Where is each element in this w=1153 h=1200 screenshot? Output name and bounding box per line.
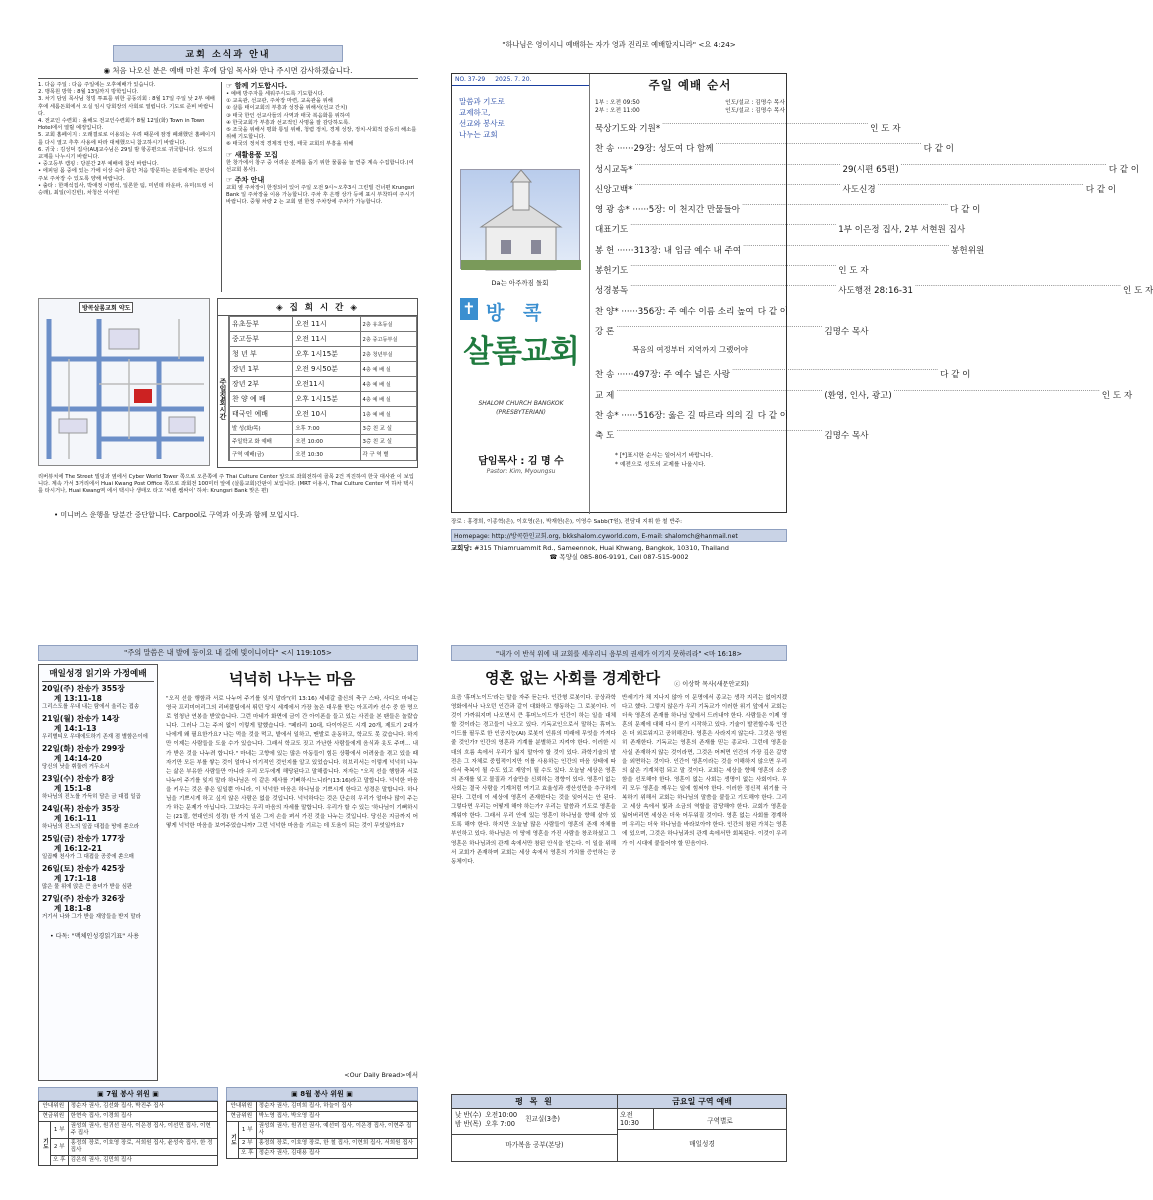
schedule-group: 장년 1부 — [230, 362, 293, 377]
supply-title: 새활용품 모집 — [234, 150, 278, 159]
reading-note: • 다독: "맥체인성경읽기표" 사용 — [50, 933, 140, 940]
schedule-title-text: 집 회 시 간 — [289, 303, 346, 313]
prayer-item: ① 교육관, 선교관, 주차장 마련, 교육관을 위해 — [226, 98, 333, 105]
duty-members: 홍정희 장로, 이호영 장로, 한 철 집사, 이현희 집사, 서희원 집사 — [256, 1139, 417, 1149]
order-detail: 29(시편 65편) — [842, 164, 899, 175]
schedule-group: 장년 2부 — [230, 377, 293, 392]
welcome-line — [38, 65, 418, 79]
reading-date-hymn: 26일(토) 찬송가 425장 — [42, 864, 125, 873]
schedule-row — [230, 407, 417, 422]
duty-row — [39, 1156, 218, 1166]
order-item: 신앙고백* — [595, 184, 633, 195]
service-time-2: 2부 : 오전 11:00 — [595, 108, 640, 114]
duty-members: 권성희 권사, 원귀선 권사, 이은경 집사, 이선민 집사, 이현주 집사 — [68, 1122, 217, 1139]
reading-date-hymn: 21일(월) 찬송가 14장 — [42, 714, 120, 723]
order-detail: 사도신경 — [842, 184, 876, 195]
prayer-item: • 예배 방주자를 세워주시도록 기도합시다. — [226, 91, 325, 97]
prayer-section — [222, 82, 418, 292]
schedule-row — [230, 448, 417, 461]
order-title: 주일 예배 순서 — [648, 78, 732, 92]
duty-role: 현금위원 — [227, 1112, 257, 1122]
schedule-time: 오후 1시15분 — [293, 392, 360, 407]
order-detail: 사도행전 28:16-31 — [838, 286, 913, 297]
duty-july-table — [38, 1101, 218, 1166]
order-item: 교 제 — [595, 390, 615, 401]
location-text: 리버뷰치에 The Street 빌딩과 옆에서 Cyber World Tower 쪽으로 오른쪽에 주 Thai Culture Center 앞으로 좌회전하여 골목 2건 직진하여 한국 대사관 이 보입니다. 계속 가서 3거리에서 Huai Kwang Post Office 쪽으로 좌회전 100미터 앞에 (살롬교회)간판이 보입니다. (MRT 이용시, Thai Culture Center 역 하차 택시를 타시거나, Huai Kwang역 에서 택시나 생태오 타고 '씨렌 쌤싸이' 하차: Krungsri Bank 맞은 편) — [38, 474, 414, 495]
order-person: 다 같 이 — [923, 144, 954, 155]
address-label: 교회당: — [451, 544, 473, 552]
bullet-icon: ◉ — [103, 66, 113, 75]
service-leader-1: 인도/설교 : 김명수 목사 — [725, 100, 785, 106]
church-map — [38, 298, 210, 466]
schedule-group: 청 년 부 — [230, 347, 293, 362]
order-item: 성시교독* — [595, 164, 633, 175]
duty-members: 한현숙 집사, 이경희 집사 — [68, 1112, 217, 1122]
order-person: 1부 이은정 집사, 2부 서현원 집사 — [838, 225, 966, 236]
duty-role: 현금위원 — [39, 1112, 69, 1122]
dot-leader — [743, 239, 949, 255]
dot-leader — [732, 363, 938, 379]
cell-time: 오전 10:30 — [618, 1109, 654, 1129]
dot-leader — [630, 279, 836, 295]
cover-verse: "하나님은 영이시니 예배하는 자가 영과 진리로 예배할지니라" <요 4:24> — [502, 40, 736, 49]
fellowship-time: 오후 7:00 — [485, 1119, 516, 1128]
order-person: 다 같 이 — [757, 410, 789, 421]
news-item: • 중고등부 캠핑 : 당분간 2부 예배에 참석 바랍니다. — [38, 161, 159, 168]
cell-title: 금요일 구역 예배 — [618, 1095, 786, 1109]
schedule-row — [230, 362, 417, 377]
elders-line: 장로 : 홍경희, 이종혁(은), 이호영(은), 박재헌(은), 이영수 Sabb(T원), 전담대 지휘 한 철 반주: — [451, 519, 683, 525]
duty-side-label: 기도 — [227, 1122, 239, 1159]
reading-date-hymn: 20일(주) 찬송가 355장 — [42, 684, 125, 693]
order-row — [595, 198, 981, 218]
news-item: 4. 전교인 수련회 : 올해도 전교인수련회가 8월 12일(화) Town in Town Hotel에서 열릴 예정입니다. — [38, 118, 205, 132]
photo-caption: Da는 아주까짐 돌회 — [491, 279, 549, 287]
dot-leader — [616, 384, 822, 400]
schedule-time: 오전 9시50분 — [293, 362, 360, 377]
duty-row — [39, 1139, 218, 1156]
worship-order-page — [451, 36, 1153, 571]
dot-leader — [635, 178, 841, 194]
duty-role: 오 후 — [239, 1149, 257, 1159]
finger-icon: ☞ — [226, 150, 235, 159]
schedule-place: 4층 예 배 실 — [360, 362, 416, 377]
order-row — [595, 178, 1117, 198]
duty-role: 2 부 — [51, 1139, 69, 1156]
essay-source: <Our Daily Bread>에서 — [344, 1071, 418, 1079]
column-right: 반세기가 채 지나지 않아 이 문명에서 종교는 생각 지리는 없어지겠다고 했다. 그렇지 않은가 우리 기독교가 이러한 위기 앞에서 교회는 더욱 영혼의 존재를 하나님 앞에서 드러내야 한다. 사람들은 이제 영혼의 문제에 대해 다시 묻기 시작하고 있다. 기술이 발전할수록 인간은 더 외로워지고 공허해진다. 영혼은 사라지지 않는다. 그것은 영원히 존재한다. 기독교는 영혼의 존재를 믿는 종교다. 그런데 영혼을 사실 존재하지 않는 것이라면, 그것은 어쩌면 인간의 가장 깊은 갈망을 외면하는 것이다. 인간이 영혼이라는 것을 이해하지 않으면 우리의 삶은 기계처럼 되고 말 것이다. 교회는 세상을 향해 영혼의 소중함을 선포해야 한다. 영혼이 없는 사회는 생명이 없는 사회이다. 우리 모두 영혼을 깨우는 일에 힘써야 한다. 이러한 정신적 위기를 극복하기 위해서 교회는 하나님의 말씀을 붙들고 기도해야 한다. 그리고 세상 속에서 빛과 소금의 역할을 감당해야 한다. 교회가 영혼을 잃어버리면 세상은 더욱 어두워질 것이다. 영혼 없는 사회를 경계하며 우리는 더욱 하나님을 바라보아야 한다. 인간의 참된 가치는 영혼에 있으며, 그것은 하나님과의 관계 속에서만 회복된다. 이것이 우리가 이 시대에 붙들어야 할 믿음이다. — [622, 695, 787, 847]
church-building-icon — [461, 170, 581, 270]
page4-verse: "내가 이 반석 위에 내 교회를 세우리니 음부의 권세가 이기지 못하리라" <마 16:18> — [451, 645, 787, 661]
church-news-page — [38, 40, 418, 570]
duty-row — [39, 1122, 218, 1139]
order-item: 묵상기도와 기원* — [595, 124, 661, 134]
reading-passage: 계 16:1-11 — [54, 814, 97, 823]
reading-theme: 많은 물 위에 앉은 큰 음녀가 받을 심판 — [42, 884, 133, 890]
phone-line: ☎ 목양실 085-806-9191, Cell 087-515-9002 — [549, 553, 689, 561]
news-item: • 에피덤 몸 중에 있는 가에 이상 숙아 몸만 처음 방문하는 분들에게는 본당이 주보 주차장 수 있도록 양해 바랍니다. — [38, 168, 215, 182]
service-time-1: 1부 : 오전 09:50 — [595, 100, 640, 106]
order-row — [595, 158, 1140, 178]
prayer-title: 함께 기도합시다. — [234, 82, 288, 90]
column-page — [451, 645, 787, 1195]
duty-row — [39, 1102, 218, 1112]
news-item: • 출타 : 한재석집사, 박애정 이병석, 일론한 팀, 미빈데 라운파, 유미(트렁 이승래), 최일(이진빈), 차청산 이아빈 — [38, 182, 214, 197]
motto-line: 교제하고, — [459, 108, 491, 117]
motto-line: 나누는 교회 — [459, 130, 498, 139]
map-roads — [39, 299, 209, 465]
duty-july-title: ▣ 7월 봉사 위원 ▣ — [38, 1087, 218, 1101]
schedule-row — [230, 377, 417, 392]
reading-theme: 그리스도를 우내 내는 탐에서 울리는 접송 — [42, 704, 140, 710]
order-row — [595, 218, 966, 238]
news-list — [38, 82, 222, 292]
prayer-item: ⑤ 조국을 위해서 평화 통일 위해, 청렴 정치, 경제 성장, 정치·사회적 갈등의 해소를 위해 기도합니다. — [226, 127, 417, 141]
order-row — [595, 300, 789, 320]
duty-members: 정순자 권사, 김선화 집사, 박진주 집사 — [68, 1102, 217, 1112]
order-list — [595, 117, 1153, 340]
fellowship-study: 마가복음 공부(본당) — [452, 1134, 617, 1149]
duty-row — [39, 1112, 218, 1122]
duty-row — [227, 1102, 418, 1112]
motto-line: 말씀과 기도로 — [459, 97, 505, 106]
page3-verse: "주의 말씀은 내 발에 등이요 내 길에 빛이니이다" <시 119:105> — [38, 645, 418, 661]
fellowship-title: 평 목 원 — [452, 1095, 617, 1109]
order-person: 인 도 자 — [1122, 286, 1153, 297]
finger-icon: ☞ — [226, 82, 235, 90]
order-person: 인 도 자 — [1101, 390, 1133, 401]
schedule-row — [230, 392, 417, 407]
duty-role: 1 부 — [239, 1122, 257, 1139]
order-row — [595, 363, 971, 383]
order-person: 다 같 이 — [757, 306, 789, 317]
schedule-box — [217, 298, 418, 468]
supply-text: 한 창가에서 창구 중 어려운 분께를 돕기 위한 물품을 늘 연중 계속 수집합니다.(여선교회 봉사). — [226, 159, 414, 173]
reading-day — [42, 804, 154, 831]
duty-august — [226, 1087, 418, 1166]
pastor-label: 담임목사 : 김 명 수 — [478, 456, 564, 467]
map-label: 방콕살롬교회 약도 — [79, 302, 133, 313]
order-item: 찬 송 ······497장: 주 예수 넓은 사랑 — [595, 370, 731, 381]
fellowship-day: 밤 반(목) — [455, 1119, 482, 1128]
duty-members: 정순자 권사, 김대용 집사 — [256, 1149, 417, 1159]
duty-row — [227, 1122, 418, 1139]
pastor-english: Pastor: Kim, Myoungsu — [486, 468, 556, 475]
duty-row — [227, 1112, 418, 1122]
order-row — [595, 384, 1133, 404]
reading-passage: 계 17:1-18 — [54, 874, 97, 883]
reading-theme: 당신의 낫을 휘둘러 거두소서 — [42, 764, 110, 770]
order-row — [595, 239, 985, 259]
reading-day — [42, 894, 154, 921]
schedule-row — [230, 332, 417, 347]
reading-day — [42, 864, 154, 891]
reading-title: 매일성경 읽기와 가정예배 — [42, 667, 154, 682]
duty-row — [227, 1149, 418, 1159]
duty-members: 김은희 권사, 김민희 집사 — [68, 1156, 217, 1166]
duty-members: 박노영 집사, 박오영 집사 — [256, 1112, 417, 1122]
schedule-place: 3층 친 교 실 — [360, 435, 416, 448]
reading-theme: 일곱째 천사가 그 대접을 공중에 쏟으매 — [42, 854, 134, 860]
service-leader-2: 인도/설교 : 김명수 목사 — [725, 108, 785, 114]
reading-date-hymn: 22일(화) 찬송가 299장 — [42, 744, 125, 753]
reading-day — [42, 834, 154, 861]
dot-leader — [716, 137, 922, 153]
dot-leader — [742, 198, 948, 214]
cell-label: 구역별로 — [707, 1117, 733, 1125]
order-item: 성경봉독 — [595, 286, 629, 297]
schedule-group: 찬 양 예 배 — [230, 392, 293, 407]
order-row — [595, 320, 869, 340]
order-item: 영 광 송* ······5장: 이 천지간 만물들아 — [595, 205, 741, 216]
dot-leader — [616, 320, 822, 336]
reading-passage: 계 14:1-13 — [54, 724, 97, 733]
order-person: 인 도 자 — [870, 124, 901, 134]
duty-row — [227, 1139, 418, 1149]
order-person: 다 같 이 — [1108, 164, 1140, 175]
column-title: 영혼 없는 사회를 경계한다 — [485, 669, 661, 687]
reading-passage: 계 15:1-8 — [54, 784, 92, 793]
finger-icon: ☞ — [226, 176, 235, 185]
issue-date: 2025. 7. 20. — [495, 76, 532, 83]
duty-role: 2 부 — [239, 1139, 257, 1149]
duty-aug-title-text: 8월 봉사 위원 — [300, 1090, 344, 1098]
schedule-title: ◈ 집 회 시 간 ◈ — [218, 299, 417, 316]
reading-day — [42, 684, 154, 711]
reading-day — [42, 744, 154, 771]
schedule-row — [230, 317, 417, 332]
schedule-time: 오전 10:30 — [293, 448, 360, 461]
prayer-item: ④ 한국교회가 부흥과 선교적인 사명을 잘 감당하도록. — [226, 119, 350, 126]
duty-role: 1 부 — [51, 1122, 69, 1139]
schedule-group: 유초등부 — [230, 317, 293, 332]
order-item: 찬 양* ······356장: 주 예수 이름 소리 높여 — [595, 306, 754, 317]
schedule-place: 2층 유초등실 — [360, 317, 416, 332]
reading-passage: 계 14:14-20 — [54, 754, 102, 763]
reading-date-hymn: 25일(금) 찬송가 177장 — [42, 834, 125, 843]
fellowship-time: 오전10:00 — [485, 1111, 518, 1119]
reading-date-hymn: 23일(수) 찬송가 8장 — [42, 774, 115, 783]
reading-passage: 계 18:1-8 — [54, 904, 92, 913]
welcome-text: 처음 나오신 분은 예배 마친 후에 담임 목사와 만나 주시면 감사하겠습니다. — [112, 66, 353, 75]
sermon-title: 복음의 여정부터 지역까지 그랬어야 — [632, 345, 748, 355]
church-photo — [460, 169, 580, 269]
news-header: 교회 소식과 안내 — [113, 45, 343, 62]
order-row — [595, 279, 1153, 299]
news-item: 5. 교회 홈페이지 : 오래결로로 이용되는 우려 때문에 잠정 폐쇄했던 홈페이지를 다시 열고 추후 사용에 따라 대체했으니 참고하시기 바랍니다. — [38, 132, 216, 146]
schedule-place: 4층 예 배 실 — [360, 377, 416, 392]
author-text: 이상학 목사(새문안교회) — [682, 681, 749, 688]
schedule-place: 4층 예 배 실 — [360, 392, 416, 407]
prayer-item: ② 살롬 태이교회의 부흥과 성장을 위해서(선교 간치) — [226, 105, 348, 112]
news-item: 1. 다음 주일 : 다음 주일에는 오후예배가 있습니다. — [38, 82, 156, 88]
cover-right — [595, 74, 1153, 514]
motto-line: 선교와 봉사로 — [459, 119, 505, 128]
duty-role: 안내위원 — [39, 1102, 69, 1112]
reading-passage: 계 16:12-21 — [54, 844, 102, 853]
order-list-2 — [595, 363, 1133, 444]
schedule-time: 오전 10:00 — [293, 435, 360, 448]
dot-leader — [894, 384, 1100, 400]
dot-leader — [901, 158, 1107, 174]
dot-leader — [915, 279, 1121, 295]
dot-leader — [662, 117, 868, 133]
dot-leader — [630, 218, 836, 234]
order-person: 봉헌위원 — [951, 245, 985, 256]
reading-day — [42, 714, 154, 741]
schedule-time: 오후 7:00 — [293, 422, 360, 435]
column-author: ⓒ 이상학 목사(새문안교회) — [674, 681, 749, 688]
church-motto — [452, 86, 589, 140]
order-note: * 예전으로 성도의 교제를 나웁시다. — [615, 462, 706, 469]
order-item: 강 론 — [595, 326, 615, 337]
order-row — [595, 404, 789, 424]
duty-aug-table — [226, 1101, 418, 1159]
reading-theme: 하나님의 진노를 가득히 담은 금 대접 일곱 — [42, 794, 141, 800]
order-person: 김명수 목사 — [824, 326, 869, 337]
english-name: SHALOM CHURCH BANGKOK (PRESBYTERIAN) — [478, 400, 564, 416]
fellowship-day: 낮 반(수) — [455, 1111, 482, 1119]
schedule-place: 1층 예 배 실 — [360, 407, 416, 422]
schedule-row — [230, 435, 417, 448]
duty-members: 홍정희 장로, 이호영 장로, 서희원 집사, 윤성숙 집사, 한 정 집사 — [68, 1139, 217, 1156]
schedule-group: 태국인 예배 — [230, 407, 293, 422]
order-item: 찬 송 ······29장: 성도여 다 함께 — [595, 144, 714, 155]
prayer-item: ③ 태국 한인 선교사들의 사역과 태국 복음화를 위하여 — [226, 112, 350, 119]
schedule-group: 발 성(화/목) — [230, 422, 293, 435]
news-item: 6. 귀국 : 김성덕 집사(AUJ교수님은 29일 밤 항공편으로 귀국합니다. 성도의 교제를 나누시기 바랍니다. — [38, 146, 213, 161]
news-item: 2. 맹목원 방학 : 8월 13일까지 방학입니다. — [38, 89, 139, 96]
reading-day — [42, 774, 154, 801]
reading-theme: 거기서 나와 그가 받을 재앙들을 받지 말라 — [42, 914, 141, 920]
schedule-side: 주일집회시간 — [218, 316, 229, 461]
essay — [158, 664, 418, 1081]
schedule-time: 오전 11시 — [293, 317, 360, 332]
order-person: 인 도 자 — [838, 266, 869, 277]
logo-line-2: 살롬교회 — [463, 334, 579, 370]
news-item: 3. 차기 담임 목사님 청빙 투표를 위한 공동의회 : 8월 17일 주일 낮 2부 예배 후에 세롬돈회에서 오실 임시 당회장의 사회로 열립니다. 기도로 준비 바랍니다. — [38, 96, 215, 117]
order-item: 축 도 — [595, 431, 615, 442]
order-person: 다 같 이 — [1085, 184, 1117, 195]
order-row — [595, 259, 869, 279]
order-item: 봉헌기도 — [595, 266, 629, 277]
cover-left — [452, 74, 590, 514]
order-item: 봉 헌 ······313장: 내 임금 예수 내 주여 — [595, 245, 742, 256]
schedule-place: 2층 중고등부실 — [360, 332, 416, 347]
parking-title: 주차 안내 — [234, 176, 265, 185]
reading-list — [42, 684, 154, 921]
dot-leader — [630, 259, 836, 275]
schedule-table — [229, 316, 417, 461]
reading-date-hymn: 27일(주) 찬송가 326장 — [42, 894, 125, 903]
schedule-place: 2층 청년부실 — [360, 347, 416, 362]
schedule-row — [230, 347, 417, 362]
order-row — [595, 117, 901, 137]
dot-leader — [635, 158, 841, 174]
reading-theme: 우리별티오 우대에도하기 존재 점 별함은이에 — [42, 734, 148, 740]
column-left: 요즘 '휴머노이드'라는 말을 자주 듣는다. 인간형 로봇이다. 공상과학 영화에서나 나오던 인간과 같이 대화하고 행동하는 그 로봇이다. 이것이 가까워지며 나오면서 큰 휴머노이드가 인간이 하는 일을 대체할 것이라는 경고들이 나오고 있다. 기독교인으로서 말하는 휴머노이드를 필두로 한 인공지능(AI) 로봇이 인류의 미래에 무엇을 가져다 줄 것인가? 인간의 영혼과 기계를 분별하고 지켜야 한다. 이러한 시대의 흐름 속에서 우리가 잃지 말아야 할 것이 있다. 과학기술의 발전은 그 자체로 중립적이지만 이를 사용하는 인간의 마음 상태에 따라서 축복이 될 수도 있고 재앙이 될 수도 있다. 오늘날 세상은 영혼의 존재를 잊고 물질과 기술만을 신뢰하는 경향이 있다. 영혼이 없는 사회는 결국 사람을 기계처럼 여기고 효율성과 생산성만을 추구하게 된다. 그런데 이 세상에 영혼이 존재한다는 것을 잊어서는 안 된다. 그렇다면 우리는 어떻게 해야 하는가? 우리는 말씀과 기도로 영혼을 깨워야 한다. 그래서 우리 안에 있는 영혼이 하나님을 향해 살아 있도록 해야 한다. 하지만 오늘날 많은 사람들이 영혼의 존재 자체를 부인하고 있다. 하나님은 이 땅에 영혼을 가진 사람을 창조하셨고 그 영혼은 하나님과의 관계 속에서만 참된 안식을 얻는다. 이 일을 위해서 교회가 존재하며 교회는 세상 속에서 영혼의 가치를 증언하는 공동체이다. — [451, 695, 616, 865]
parking-text: 교회 옆 주차장이 한정되어 있어 주일 오전 9시~오후3시 그린빌 건너편 Krungsri Bank 일 주차장을 이용 가능합니다. 주차 후 은행 상가 등에 표시 부착하여 주시기 바랍니다. 중형 차량 2 는 교회 옆 한정 주차장에 주차가 가능합니다. — [226, 185, 415, 206]
order-person: 다 같 이 — [950, 205, 981, 216]
order-item: 대표기도 — [595, 225, 629, 236]
church-logo — [458, 296, 584, 376]
fellowship-box — [452, 1095, 618, 1161]
schedule-place: 3층 친 교 실 — [360, 422, 416, 435]
order-row — [595, 137, 954, 157]
duty-members: 권성희 권사, 원귀선 권사, 예선미 집사, 이은경 집사, 이현주 집사 — [256, 1122, 417, 1139]
minibus-note: • 미니버스 운행을 당분간 중단합니다. Carpool로 구역과 이웃과 함께 모입시다. — [54, 510, 299, 519]
schedule-time: 오전 10시 — [293, 407, 360, 422]
schedule-group: 구역 예배(금) — [230, 448, 293, 461]
dot-leader — [616, 424, 822, 440]
address-text: #315 Thiamruammit Rd., Sameennok, Huai Khwang, Bangkok, 10310, Thailand — [474, 544, 729, 552]
schedule-group: 주일학교 화 예배 — [230, 435, 293, 448]
cross-icon: ✝ — [460, 298, 478, 320]
essay-title: 넉넉히 나누는 마음 — [228, 670, 356, 688]
order-person: 다 같 이 — [940, 370, 971, 381]
issue-number: NO. 37-29 — [455, 76, 486, 83]
order-person: 김명수 목사 — [824, 431, 869, 442]
order-notes — [595, 452, 785, 470]
address-block — [451, 544, 787, 562]
schedule-time: 오후 1시15분 — [293, 347, 360, 362]
reading-passage: 계 13:11-18 — [54, 694, 102, 703]
reading-date-hymn: 24일(목) 찬송가 35장 — [42, 804, 120, 813]
duty-side-label: 기도 — [39, 1122, 51, 1166]
schedule-row — [230, 422, 417, 435]
order-item: 찬 송* ······516장: 옳은 길 따르라 의의 길 — [595, 410, 754, 421]
schedule-time: 오전 11시 — [293, 332, 360, 347]
schedule-time: 오전11시 — [293, 377, 360, 392]
order-row — [595, 424, 869, 444]
prayer-item: ⑥ 태국의 정치적 경제적 안정, 태국 교회의 부흥을 위해 — [226, 141, 354, 148]
schedule-group: 중고등부 — [230, 332, 293, 347]
order-detail: (환영, 인사, 광고) — [824, 390, 892, 401]
duty-role: 안내위원 — [227, 1102, 257, 1112]
duty-july-title-text: 7월 봉사 위원 — [106, 1090, 150, 1098]
logo-line-1: 방 콕 — [486, 302, 548, 324]
cell-note: 매일성경 — [689, 1140, 715, 1148]
fellowship-place: 친교실(3층) — [525, 1115, 560, 1123]
duty-aug-title: ▣ 8월 봉사 위원 ▣ — [226, 1087, 418, 1101]
essay-body: "오직 선을 행함과 서로 나누어 주기를 잊지 말라"(히 13:16) 세네갈 출신의 축구 스타, 사디오 마네는 영국 프리미어리그의 리버풀팀에서 뛰던 당시 세계에서 가장 높은 대우를 받는 아프리카 선수 중 한 명으로 엄청난 연봉을 받았습니다. 그런 마네가 화면에 금이 간 아이폰을 들고 있는 사진을 본 팬들은 놀랐습니다. 그러나 그는 주저 없이 이렇게 말했습니다. "페라리 10대, 다이아몬드 시계 20개, 제트기 2대가 나에게 왜 필요한가요? 나는 먹을 것을 먹고, 밭에서 일하고, 맨발로 운동하고, 학교도 못 갔습니다. 하지만 이제는 사람들을 도울 수가 있습니다. 그래서 학교도 짓고 가난한 사람들에게 음식과 옷도 주며… 내가 받은 것을 나누려 합니다." 마네는 고향에 있는 많은 아동들이 힘든 상황에서 어려움을 겪고 있을 때 자기만 모든 부를 쌓는 것이 얼마나 이기적인 것인지를 알고 있었습니다. 히브리서는 이렇게 넉넉히 나누는 삶은 부유한 사람들만 아니라 우리 모두에게 해당된다고 말해줍니다. 저자는 "오직 선을 행함과 서로 나누어 주기를 잊지 말라 하나님은 이 같은 제사를 기뻐하시느니라"(13:16)라고 말합니다. 넉넉한 마음을 키우는 것은 좋은 일일뿐 아니라, 이 넉넉한 마음은 하나님을 기쁘시게 한다고 성경은 말합니다. 하나님을 기쁘시게 하고 싶지 않은 사람은 없을 것입니다. 넉넉하다는 것은 단순히 우리가 얼마나 많이 주는가 하는 문제가 아닙니다. 그보다는 우리 마음의 자세를 말합니다. 우리가 할 수 있는 '하나님이 기뻐하시는 (21절, 현대인의 성경) 한 가지 일은 그저 손을 펴서 가진 것을 나누는 것입니다. 당신은 지금까지 어떻게 넉넉한 마음을 보여주었습니까? 그런 넉넉한 마음을 기르는 데 도움이 되는 것이 무엇일까요? — [166, 696, 418, 830]
duty-members: 정순자 권사, 김미희 집사, 하늘이 집사 — [256, 1102, 417, 1112]
homepage-line: Homepage: http://방콕한인교회.org, bkkshalom.cyworld.com, E-mail: shalomch@hanmail.net — [451, 529, 787, 542]
duty-july — [38, 1087, 218, 1166]
reading-plan — [38, 664, 158, 1081]
dot-leader — [878, 178, 1084, 194]
devotion-page — [38, 645, 418, 1195]
duty-role: 오 후 — [51, 1156, 69, 1166]
order-note: * [*]표시한 순서는 일어서기 바랍니다. — [615, 453, 713, 460]
reading-theme: 하나님의 진노의 일곱 대접을 땅에 쏟으라 — [42, 824, 140, 830]
schedule-place: 각 구 역 별 — [360, 448, 416, 461]
cell-worship-box — [618, 1095, 786, 1161]
